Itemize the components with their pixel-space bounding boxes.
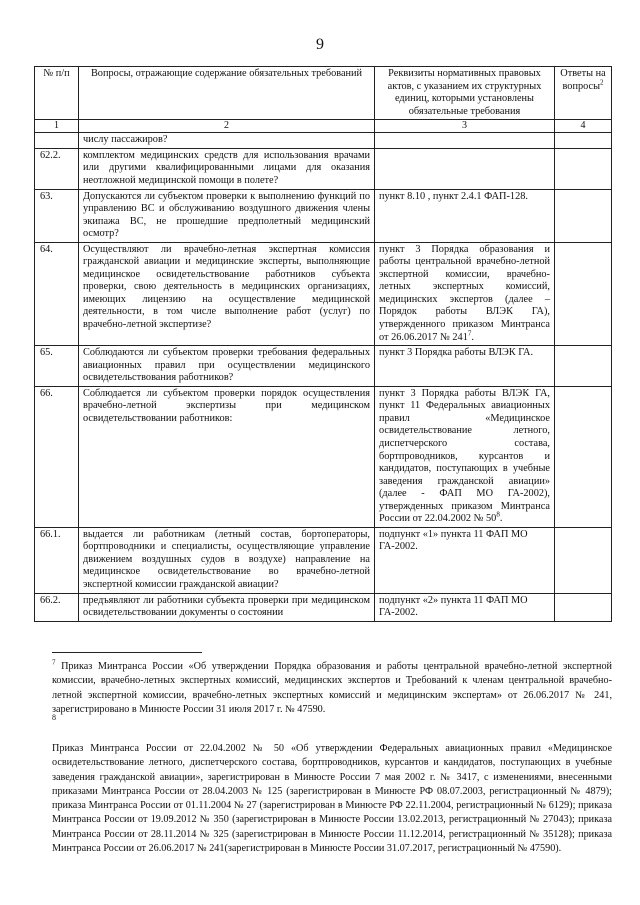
footnote-8 [52, 742, 612, 856]
page-number: 9 [316, 36, 324, 53]
table-row [35, 346, 612, 387]
table-row [35, 189, 612, 242]
row-answer [555, 593, 612, 621]
row-answer [555, 386, 612, 527]
row-number: 66.2. [35, 593, 79, 621]
column-index: 2 [79, 120, 375, 133]
table-row [35, 593, 612, 621]
row-requisites: пункт 3 Порядка работы ВЛЭК ГА, пункт 11 Федеральных авиационных правил «Медицинское освидетельствование летного, диспетчерского состава, бортпроводников, курсантов и кандидатов, поступающих в учебные заведения гражданской авиации» (далее - ФАП МО ГА-2002), утвержденных приказом Минтранса России от 22.04.2002 № $50^8$. [375, 386, 555, 527]
row-requisites: подпункт «1» пункта 11 ФАП МО ГА-2002. [375, 527, 555, 593]
header-requisites: Реквизиты нормативных правовых актов, с указанием их структурных единиц, которыми установлены обязательные требования [375, 67, 555, 120]
table-row [35, 527, 612, 593]
table-row [35, 386, 612, 527]
footnote-ref: 8 [496, 510, 500, 519]
row-requisites [375, 133, 555, 149]
row-question: числу пассажиров? [79, 133, 375, 149]
header-answers [555, 67, 612, 120]
table-row [35, 242, 612, 345]
row-number: 63. [35, 189, 79, 242]
header-answers-text: Ответы на вопросы [560, 68, 606, 92]
row-answer [555, 189, 612, 242]
row-number: 64. [35, 242, 79, 345]
footnote-text: Приказ Минтранса России «Об утверждении Порядка образования и работы центральной врачебно-летной экспертной комиссии, врачебно-летных экспертных комиссий, медицинских экспертов и Требований к членам центральной врачебно-летной экспертной комиссии, врачебно-летных экспертных комиссий и медицинским экспертам» от 26.06.2017 № 241, зарегистрировано в Минюсте России 31 июля 2017 г. № 47590. [52, 661, 612, 715]
footnote-mark: 7 [52, 658, 56, 667]
row-requisites: пункт 8.10 , пункт 2.4.1 ФАП-128. [375, 189, 555, 242]
footnote-ref: 7 [467, 329, 472, 338]
row-answer [555, 133, 612, 149]
footnote-separator [52, 652, 202, 653]
header-question: Вопросы, отражающие содержание обязательных требований [79, 67, 375, 120]
row-number: 65. [35, 346, 79, 387]
row-answer [555, 346, 612, 387]
row-requisites: пункт 3 Порядка образования и работы центральной врачебно-летной экспертной комиссии, врачебно-летных экспертных комиссий, медицинских экспертов (далее – Порядок работы ВЛЭК ГА), утвержденного приказом Минтранса от 26.06.2017 № $241^7$. [375, 242, 555, 345]
row-answer [555, 527, 612, 593]
table-row [35, 148, 612, 189]
row-answer [555, 242, 612, 345]
row-question: Допускаются ли субъектом проверки к выполнению функций по управлению ВС и обслуживанию воздушного движения члены экипажа ВС, не прошедшие предполетный медицинский осмотр? [79, 189, 375, 242]
row-requisites: подпункт «2» пункта 11 ФАП МО ГА-2002. [375, 593, 555, 621]
row-number: 66.1. [35, 527, 79, 593]
header-answers-sup: 2 [600, 78, 604, 87]
requirements-table [34, 66, 612, 622]
row-requisites [375, 148, 555, 189]
row-requisites: пункт 3 Порядка работы ВЛЭК ГА. [375, 346, 555, 387]
table-row [35, 133, 612, 149]
row-requisites-text: пункт 3 Порядка образования и работы центральной врачебно-летной экспертной комиссии, врачебно-летных экспертных комиссий, медицинских экспертов (далее – Порядок работы ВЛЭК ГА), утвержденного приказом Минтранса от 26.06.2017 № 241 [379, 243, 550, 343]
row-question: Соблюдается ли субъектом проверки порядок осуществления врачебно-летной экспертизы при медицинском освидетельствовании работников: [79, 386, 375, 527]
column-index: 1 [35, 120, 79, 133]
column-index-row [35, 120, 612, 133]
table-header-row [35, 67, 612, 120]
header-num: № п/п [35, 67, 79, 120]
row-requisites-text: пункт 3 Порядка работы ВЛЭК ГА, пункт 11 Федеральных авиационных правил «Медицинское освидетельствование летного, диспетчерского состава, бортпроводников, курсантов и кандидатов, поступающих в учебные заведения гражданской авиации» (далее - ФАП МО ГА-2002), утвержденных приказом Минтранса России от 22.04.2002 № 50 [379, 387, 550, 525]
footnote-text: Приказ Минтранса России от 22.04.2002 № 50 «Об утверждении Федеральных авиационных правил «Медицинское освидетельствование летного, диспетчерского состава, бортпроводников, курсантов и кандидатов, поступающих в учебные заведения гражданской авиации», зарегистрирован в Минюсте России 7 мая 2002 г. № 3417, с изменениями, внесенными приказами Минтранса России от 28.04.2003 № 125 (зарегистрирован в Минюсте РФ 08.07.2003, регистрационный № 4879); приказа Минтранса России от 01.11.2004 № 27 (зарегистрирован в Минюсте РФ 22.11.2004, регистрационный № 6129); приказа Минтранса России от 19.09.2012 № 350 (зарегистрирован в Минюсте России 13.02.2013, регистрационный № 27043); приказа Минтранса России от 28.11.2014 № 325 (зарегистрирован в Минюсте России 11.12.2014, регистрационный № 35128); приказа Минтранса России от 26.06.2017 № 241(зарегистрирован в Минюсте России 31.07.2017, регистрационный № 47590). [52, 743, 612, 854]
row-question: выдается ли работникам (летный состав, бортоператоры, бортпроводники и специалисты, осуществляющие управление движением воздушных судов в воздухе) направление на медицинское освидетельствование во врачебно-летной экспертной комиссии гражданской авиации? [79, 527, 375, 593]
row-number: 62.2. [35, 148, 79, 189]
footnote-8-mark: 8 [52, 713, 56, 722]
row-question: комплектом медицинских средств для использования врачами или другими квалифицированными лицами для оказания неотложной медицинской помощи в полете? [79, 148, 375, 189]
row-answer [555, 148, 612, 189]
footnote-7 [52, 660, 612, 717]
row-number: 66. [35, 386, 79, 527]
column-index: 3 [375, 120, 555, 133]
row-number [35, 133, 79, 149]
row-question: предъявляют ли работники субъекта проверки при медицинском освидетельствовании документы о состоянии [79, 593, 375, 621]
row-question: Осуществляют ли врачебно-летная экспертная комиссия гражданской авиации и медицинские эксперты, выполняющие медицинское освидетельствование работников субъекта проверки, свою деятельность в медицинских организациях, имеющих лицензию на осуществление медицинской деятельности, в том числе выполнение работ (услуг) по врачебно-летной экспертизе? [79, 242, 375, 345]
column-index: 4 [555, 120, 612, 133]
row-question: Соблюдаются ли субъектом проверки требования федеральных авиационных правил при осуществлении медицинского освидетельствования работников? [79, 346, 375, 387]
